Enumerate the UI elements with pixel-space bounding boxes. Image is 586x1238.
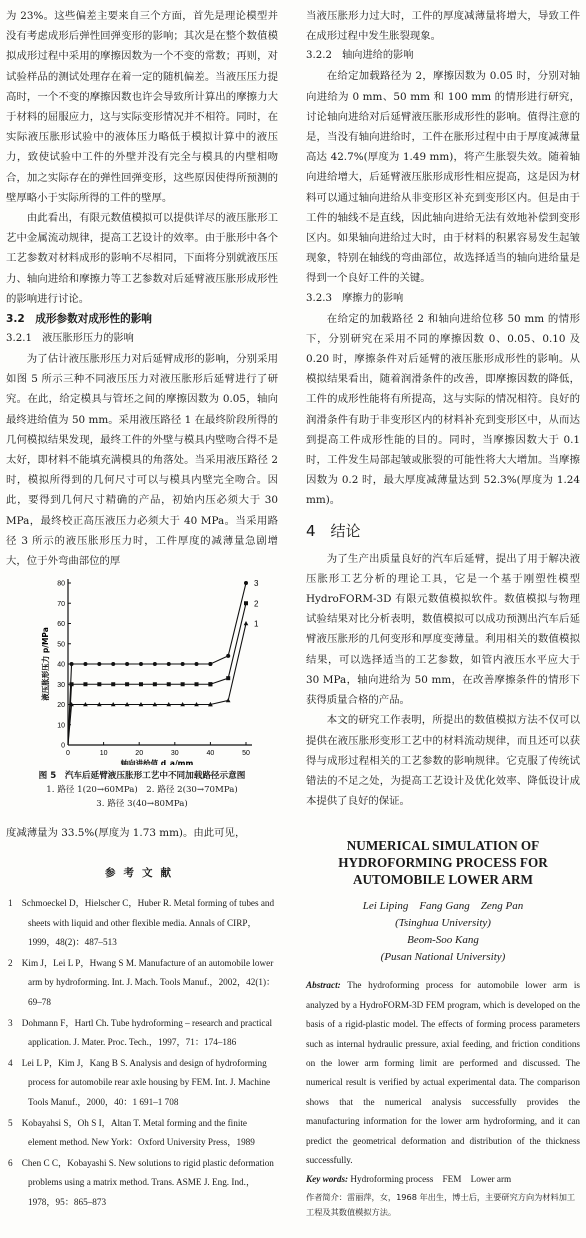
series-label-3: 3 bbox=[254, 579, 259, 589]
series-point-2 bbox=[195, 683, 199, 687]
series-point-1 bbox=[244, 621, 249, 625]
left-paragraph-4: 度减薄量为 33.5%(厚度为 1.73 mm)。由此可见， bbox=[6, 827, 246, 840]
series-point-1 bbox=[226, 698, 231, 702]
section-4-heading: 4 结论 bbox=[306, 521, 361, 540]
series-point-2 bbox=[181, 683, 185, 687]
keywords bbox=[306, 1170, 580, 1189]
right-paragraph-3: 在给定的加载路径 2 和轴向进给位移 50 mm 的情形下，分别研究在采用不同的摩擦因数 0、0.05、0.10 及 0.20 时，摩擦条件对后延臂的液压胀形成形性的影响。从模拟结果看出，随着润滑条件的改善，即摩擦因数的降低，工件的成形性能将有所提高，这与实际的情况相符。良好的润滑条件有助于非变形区内的材料补充到变形区中，从而达到提高工件成形性能的目的。同时，当摩擦因数大于 0.1 时，工件发生局部起皱或胀裂的可能性将大大增加。当摩擦因数为 0.2 时，最大厚度减薄量达到 52.3%(厚度为 1.24 mm)。 bbox=[306, 312, 580, 507]
authors-line-2: Beom-Soo Kang bbox=[407, 934, 479, 947]
keywords-label: Key words: bbox=[306, 1174, 349, 1185]
left-column bbox=[6, 6, 278, 1214]
series-point-2 bbox=[244, 602, 248, 606]
series-point-2 bbox=[208, 683, 212, 687]
reference-item: 6 Chen C C，Kobayashi S. New solutions to rigid plastic deformation problems using a matrix method. Trans. ASME J. Eng. Ind.，1978，95：865–873 bbox=[8, 1158, 274, 1207]
series-line-3 bbox=[68, 583, 246, 745]
series-point-2 bbox=[97, 683, 101, 687]
author-bio: 作者简介：雷丽萍，女，1968 年出生，博士后，主要研究方向为材料加工工程及其数值模拟方法。 bbox=[306, 1191, 576, 1217]
x-tick-label: 20 bbox=[135, 750, 144, 758]
affiliation-2: (Pusan National University) bbox=[380, 951, 506, 964]
series-point-3 bbox=[226, 654, 230, 658]
series-label-2: 2 bbox=[254, 599, 259, 609]
x-tick-label: 10 bbox=[99, 750, 108, 758]
affiliation-1: (Tsinghua University) bbox=[395, 917, 491, 930]
keywords-text: Hydroforming process FEM Lower arm bbox=[350, 1174, 512, 1185]
abstract-text: The hydroforming process for automobile lower arm is analyzed by a HydroFORM-3D FEM program, which is developed on the basis of a rigid-plastic model. The effects of forming process parameters such as internal hydraulic pressure, axial feeding, and friction conditions on the lower arm forming limit are performed and discussed. The numerical result is verified by actual experimental data. The comparison shows that the numerical analysis successfully provides the manufacturing information for the lower arm hydroforming, and it can predict the geometrical deformation and distribution of the thickness successfully. bbox=[306, 980, 580, 1165]
series-point-3 bbox=[111, 662, 115, 666]
series-point-2 bbox=[139, 683, 143, 687]
conclusion-paragraph-1: 为了生产出质量良好的汽车后延臂，提出了用于解决液压胀形工艺分析的理论工具，它是一个基于刚塑性模型 HydroFORM-3D 有限元数值模拟软件。数值模拟与物理试验结果对比分析表明，数值模拟可以成功预测出汽车后延臂液压胀形的几何变形和厚度变薄量。利用相关的数值模拟结果，可以选择适当的工艺参数，如管内液压水平应大于 30 MPa，轴向进给为 50 mm，在改善摩擦条件的情形下获得质量合格的产品。 bbox=[306, 552, 580, 707]
series-point-3 bbox=[125, 662, 129, 666]
figure-5-legend-line-1: 1. 路径 1(20→60MPa) 2. 路径 2(30→70MPa) bbox=[46, 785, 238, 796]
reference-item: 1 Schmoeckel D，Hielscher C，Huber R. Metal forming of tubes and sheets with liquid and other flexible media. Annals of CIRP，1999，48(2)：487–513 bbox=[8, 898, 275, 947]
reference-item: 3 Dohmann F，Hartl Ch. Tube hydroforming – research and practical application. J. Mater. Proc. Tech.，1997，71：174–186 bbox=[8, 1017, 273, 1047]
series-point-3 bbox=[195, 662, 199, 666]
series-point-3 bbox=[167, 662, 171, 666]
y-tick-label: 60 bbox=[57, 621, 65, 629]
y-tick-label: 40 bbox=[57, 661, 65, 669]
reference-item: 5 Kobayahsi S，Oh S I，Altan T. Metal forming and the finite element method. New York：Oxford University Press，1989 bbox=[8, 1117, 255, 1147]
series-point-2 bbox=[111, 683, 115, 687]
figure-5-chart bbox=[6, 575, 278, 765]
x-tick-label: 0 bbox=[66, 750, 70, 758]
references-heading: 参考文献 bbox=[105, 867, 179, 880]
reference-list bbox=[6, 894, 278, 1211]
series-point-3 bbox=[70, 662, 74, 666]
right-column bbox=[306, 6, 580, 1220]
series-point-3 bbox=[181, 662, 185, 666]
left-paragraph-1: 为 23%。这些偏差主要来自三个方面，首先是理论模型并没有考虑成形后弹性回弹变形的影响；其次是在整个数值模拟成形过程中采用的摩擦因数为一个不变的常数；再则，对试验样品的测试处理存在着一定的随机偏差。当液压压力提高时，一个不变的摩擦因数也许会导致所计算出的摩擦力大于材料的屈服应力，这与实际变形情况并不相符。同时，在实际液压胀形试验中的液体压力略低于模拟计算中的液压力，致使试验中工件的外壁并没有完全与模具的内壁相吻合，加之实际存在的弹性回弹变形，这些原因使得所预测的壁厚略小于实际所得的工件的壁厚。 bbox=[6, 10, 278, 204]
left-paragraph-3: 为了估计液压胀形压力对后延臂成形的影响，分别采用如图 5 所示三种不同液压压力对液压胀形后延臂进行了研究。在此，给定模具与管坯之间的摩擦因数为 0.05，轴向最终进给值为 50 mm。采用液压路径 1 在最终阶段所得的几何模拟结果发现，最终工件的外壁与模具内壁吻合得不是太好，即材料不能填充满模具的角落处。当采用液压路径 2 时，模拟所得到的几何尺寸可以与模具内壁完全吻合。因此，要得到几何尺寸精确的产品，初始内压必须大于 30 MPa，最终校正高压液压力必须大于 40 MPa。当采用路径 3 所示的液压胀形压力时，工件厚度的减薄量急剧增大，位于外弯曲部位的厚 bbox=[6, 353, 278, 568]
figure-5-legend-line-2: 3. 路径 3(40→80MPa) bbox=[96, 799, 188, 810]
left-paragraph-2: 由此看出，有限元数值模拟可以提供详尽的液压胀形工艺中金属流动规律，提高工艺设计的效率。由于胀形中各个工艺参数对材料成形的影响不尽相同，下面将分别就液压压力、轴向进给和摩擦力等工艺参数对后延臂液压胀形成形性的影响进行讨论。 bbox=[6, 212, 278, 305]
abstract bbox=[306, 976, 580, 1170]
series-point-3 bbox=[208, 662, 212, 666]
x-tick-label: 40 bbox=[206, 750, 215, 758]
abstract-label: Abstract: bbox=[306, 980, 341, 991]
y-tick-label: 30 bbox=[57, 682, 65, 690]
series-point-2 bbox=[167, 683, 171, 687]
authors-line-1: Lei Liping Fang Gang Zeng Pan bbox=[362, 900, 524, 913]
x-axis-label: 轴向进给值 d_a/mm bbox=[120, 759, 194, 766]
right-paragraph-1: 当液压胀形力过大时，工件的厚度减薄量将增大，导致工件在成形过程中发生胀裂现象。 bbox=[306, 10, 580, 43]
series-line-2 bbox=[68, 604, 246, 746]
series-point-2 bbox=[83, 683, 87, 687]
series-point-3 bbox=[83, 662, 87, 666]
series-point-2 bbox=[226, 676, 230, 680]
x-tick-label: 30 bbox=[170, 750, 179, 758]
series-point-3 bbox=[139, 662, 143, 666]
series-label-1: 1 bbox=[254, 619, 259, 629]
conclusion-paragraph-2: 本文的研究工作表明，所提出的数值模拟方法不仅可以提供在液压胀形变形工艺中的材料流动规律，而且还可以获得与成形过程相关的工艺参数的影响规律。它克服了传统试错法的不足之处，为提高工艺设计及优化效率、降低设计成本提供了良好的保证。 bbox=[306, 714, 580, 808]
reference-item: 4 Lei L P，Kim J，Kang B S. Analysis and design of hydroforming process for automobile rear axle housing by FEM. Int. J. Machine Tools Manuf.，2000，40：1 691–1 708 bbox=[8, 1058, 271, 1107]
figure-5-caption: 图 5 汽车后延臂液压胀形工艺中不同加载路径示意图 bbox=[38, 771, 246, 782]
section-3-2-3-heading: 3.2.3 摩擦力的影响 bbox=[306, 292, 404, 304]
series-point-3 bbox=[244, 581, 248, 585]
english-title: NUMERICAL SIMULATION OF HYDROFORMING PROCESS FOR AUTOMOBILE LOWER ARM bbox=[338, 838, 548, 888]
series-point-2 bbox=[125, 683, 129, 687]
reference-item: 2 Kim J，Lei L P，Hwang S M. Manufacture of an automobile lower arm by hydroforming. Int. J. Mach. Tools Manuf.，2002，42(1)：69–78 bbox=[8, 958, 276, 1007]
section-3-2-2-heading: 3.2.2 轴向进给的影响 bbox=[306, 50, 414, 62]
y-axis-label: 液压胀形压力 p/MPa bbox=[41, 627, 50, 702]
y-tick-label: 80 bbox=[57, 580, 65, 588]
series-point-2 bbox=[153, 683, 157, 687]
y-tick-label: 0 bbox=[61, 742, 65, 750]
y-tick-label: 50 bbox=[57, 641, 65, 649]
series-point-3 bbox=[153, 662, 157, 666]
figure-5 bbox=[6, 575, 278, 815]
section-3-2-1-heading: 3.2.1 液压胀形压力的影响 bbox=[6, 333, 134, 345]
y-tick-label: 70 bbox=[57, 601, 65, 609]
x-tick-label: 50 bbox=[242, 750, 250, 758]
right-paragraph-2: 在给定加载路径为 2，摩擦因数为 0.05 时，分别对轴向进给为 0 mm、50 mm 和 100 mm 的情形进行研究，讨论轴向进给对后延臂液压胀形成形性的影响。值得注意的是，当没有轴向进给时，工件在胀形过程中由于厚度减薄量高达 42.7%(厚度为 1.49 mm)，将产生胀裂失效。随着轴向进给增大，后延臂液压胀形成形性相应提高，这是因为材料可以通过轴向进给从非变形区补充到变形区内。但是由于工件的轴线不是直线，因此轴向进给无法有效地补偿到变形区内。如果轴向进给过大时，由于材料的积累容易发生起皱现象，特别在轴线的弯曲部位，故选择适当的轴向进给量是得到一个良好工件的关键。 bbox=[306, 70, 580, 285]
series-point-3 bbox=[97, 662, 101, 666]
y-tick-label: 10 bbox=[57, 722, 65, 730]
y-tick-label: 20 bbox=[57, 702, 65, 710]
section-3-2-heading: 3.2 成形参数对成形性的影响 bbox=[6, 313, 152, 326]
